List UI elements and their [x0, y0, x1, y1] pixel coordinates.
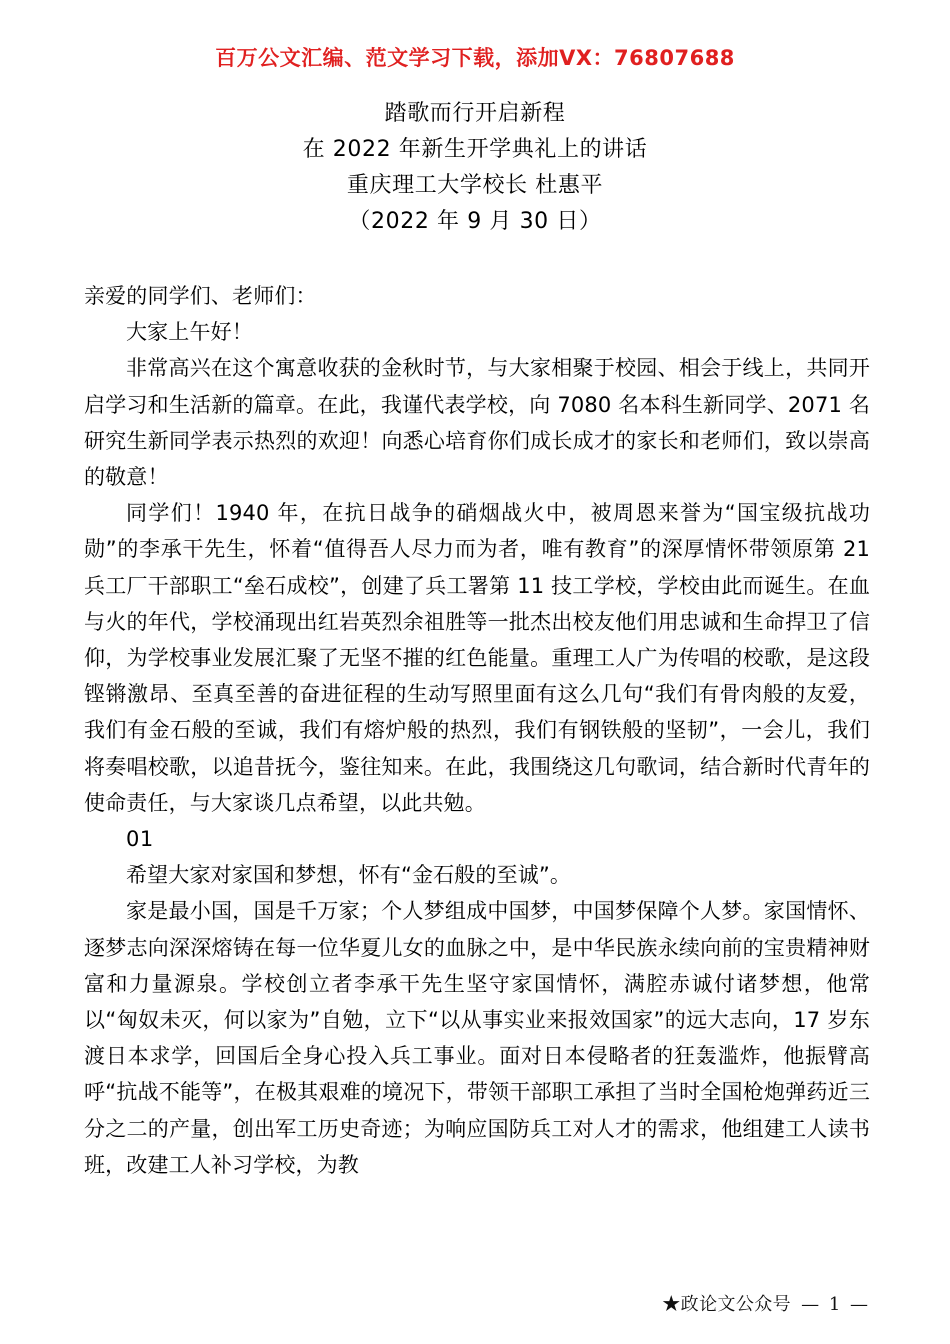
page-footer — [0, 1290, 950, 1316]
section-number-01: 01 — [126, 827, 154, 852]
paragraph-greeting: 大家上午好！ — [126, 320, 253, 345]
title-subtitle: 在 2022 年新生开学典礼上的讲话 — [302, 137, 648, 162]
title-main: 踏歌而行开启新程 — [384, 101, 566, 126]
title-date: （2022 年 9 月 30 日） — [348, 209, 602, 234]
footer-account-mark: ★政论文公众号 — [662, 1294, 792, 1315]
promotional-watermark-text: 百万公文汇编、范文学习下载，添加VX：76807688 — [215, 46, 735, 70]
paragraph-welcome: 非常高兴在这个寓意收获的金秋时节，与大家相聚于校园、相会于线上，共同开启学习和生活新的篇章。在此，我谨代表学校，向 7080 名本科生新同学、2071 名研究生新同学表示热烈的欢迎！向悉心培育你们成长成才的家长和老师们，致以崇高的敬意！ — [84, 356, 870, 490]
document-title-block — [0, 96, 950, 240]
section-heading-01: 希望大家对家国和梦想，怀有“金石般的至诚”。 — [126, 863, 572, 888]
paragraph-history: 同学们！1940 年，在抗日战争的硝烟战火中，被周恩来誉为“国宝级抗战功勋”的李承干先生，怀着“值得吾人尽力而为者，唯有教育”的深厚情怀带领原第 21 兵工厂干部职工“垒石成校”，创建了兵工署第 11 技工学校，学校由此而诞生。在血与火的年代，学校涌现出红岩英烈余祖胜等一批杰出校友他们用忠诚和生命捍卫了信仰，为学校事业发展汇聚了无坚不摧的红色能量。重理工人广为传唱的校歌，是这段铿锵激昂、至真至善的奋进征程的生动写照里面有这么几句“我们有骨肉般的友爱，我们有金石般的至诚，我们有熔炉般的热烈，我们有钢铁般的坚韧”，一会儿，我们将奏唱校歌，以追昔抚今，鉴往知来。在此，我围绕这几句歌词，结合新时代青年的使命责任，与大家谈几点希望，以此共勉。 — [84, 501, 870, 815]
title-speaker: 重庆理工大学校长 杜惠平 — [346, 173, 604, 198]
paragraph-section-01-body: 家是最小国，国是千万家；个人梦组成中国梦，中国梦保障个人梦。家国情怀、逐梦志向深深熔铸在每一位华夏儿女的血脉之中，是中华民族永续向前的宝贵精神财富和力量源泉。学校创立者李承干先生坚守家国情怀，满腔赤诚付诸梦想，他常以“匈奴未灭，何以家为”自勉，立下“以从事实业来报效国家”的远大志向，17 岁东渡日本求学，回国后全身心投入兵工事业。面对日本侵略者的狂轰滥炸，他振臂高呼“抗战不能等”，在极其艰难的境况下，带领干部职工承担了当时全国枪炮弹药近三分之二的产量，创出军工历史奇迹；为响应国防兵工对人才的需求，他组建工人读书班，改建工人补习学校，为教 — [84, 899, 870, 1177]
document-body — [84, 278, 870, 1183]
salutation: 亲爱的同学们、老师们： — [84, 284, 317, 308]
footer-page-number: — 1 — — [801, 1294, 870, 1315]
